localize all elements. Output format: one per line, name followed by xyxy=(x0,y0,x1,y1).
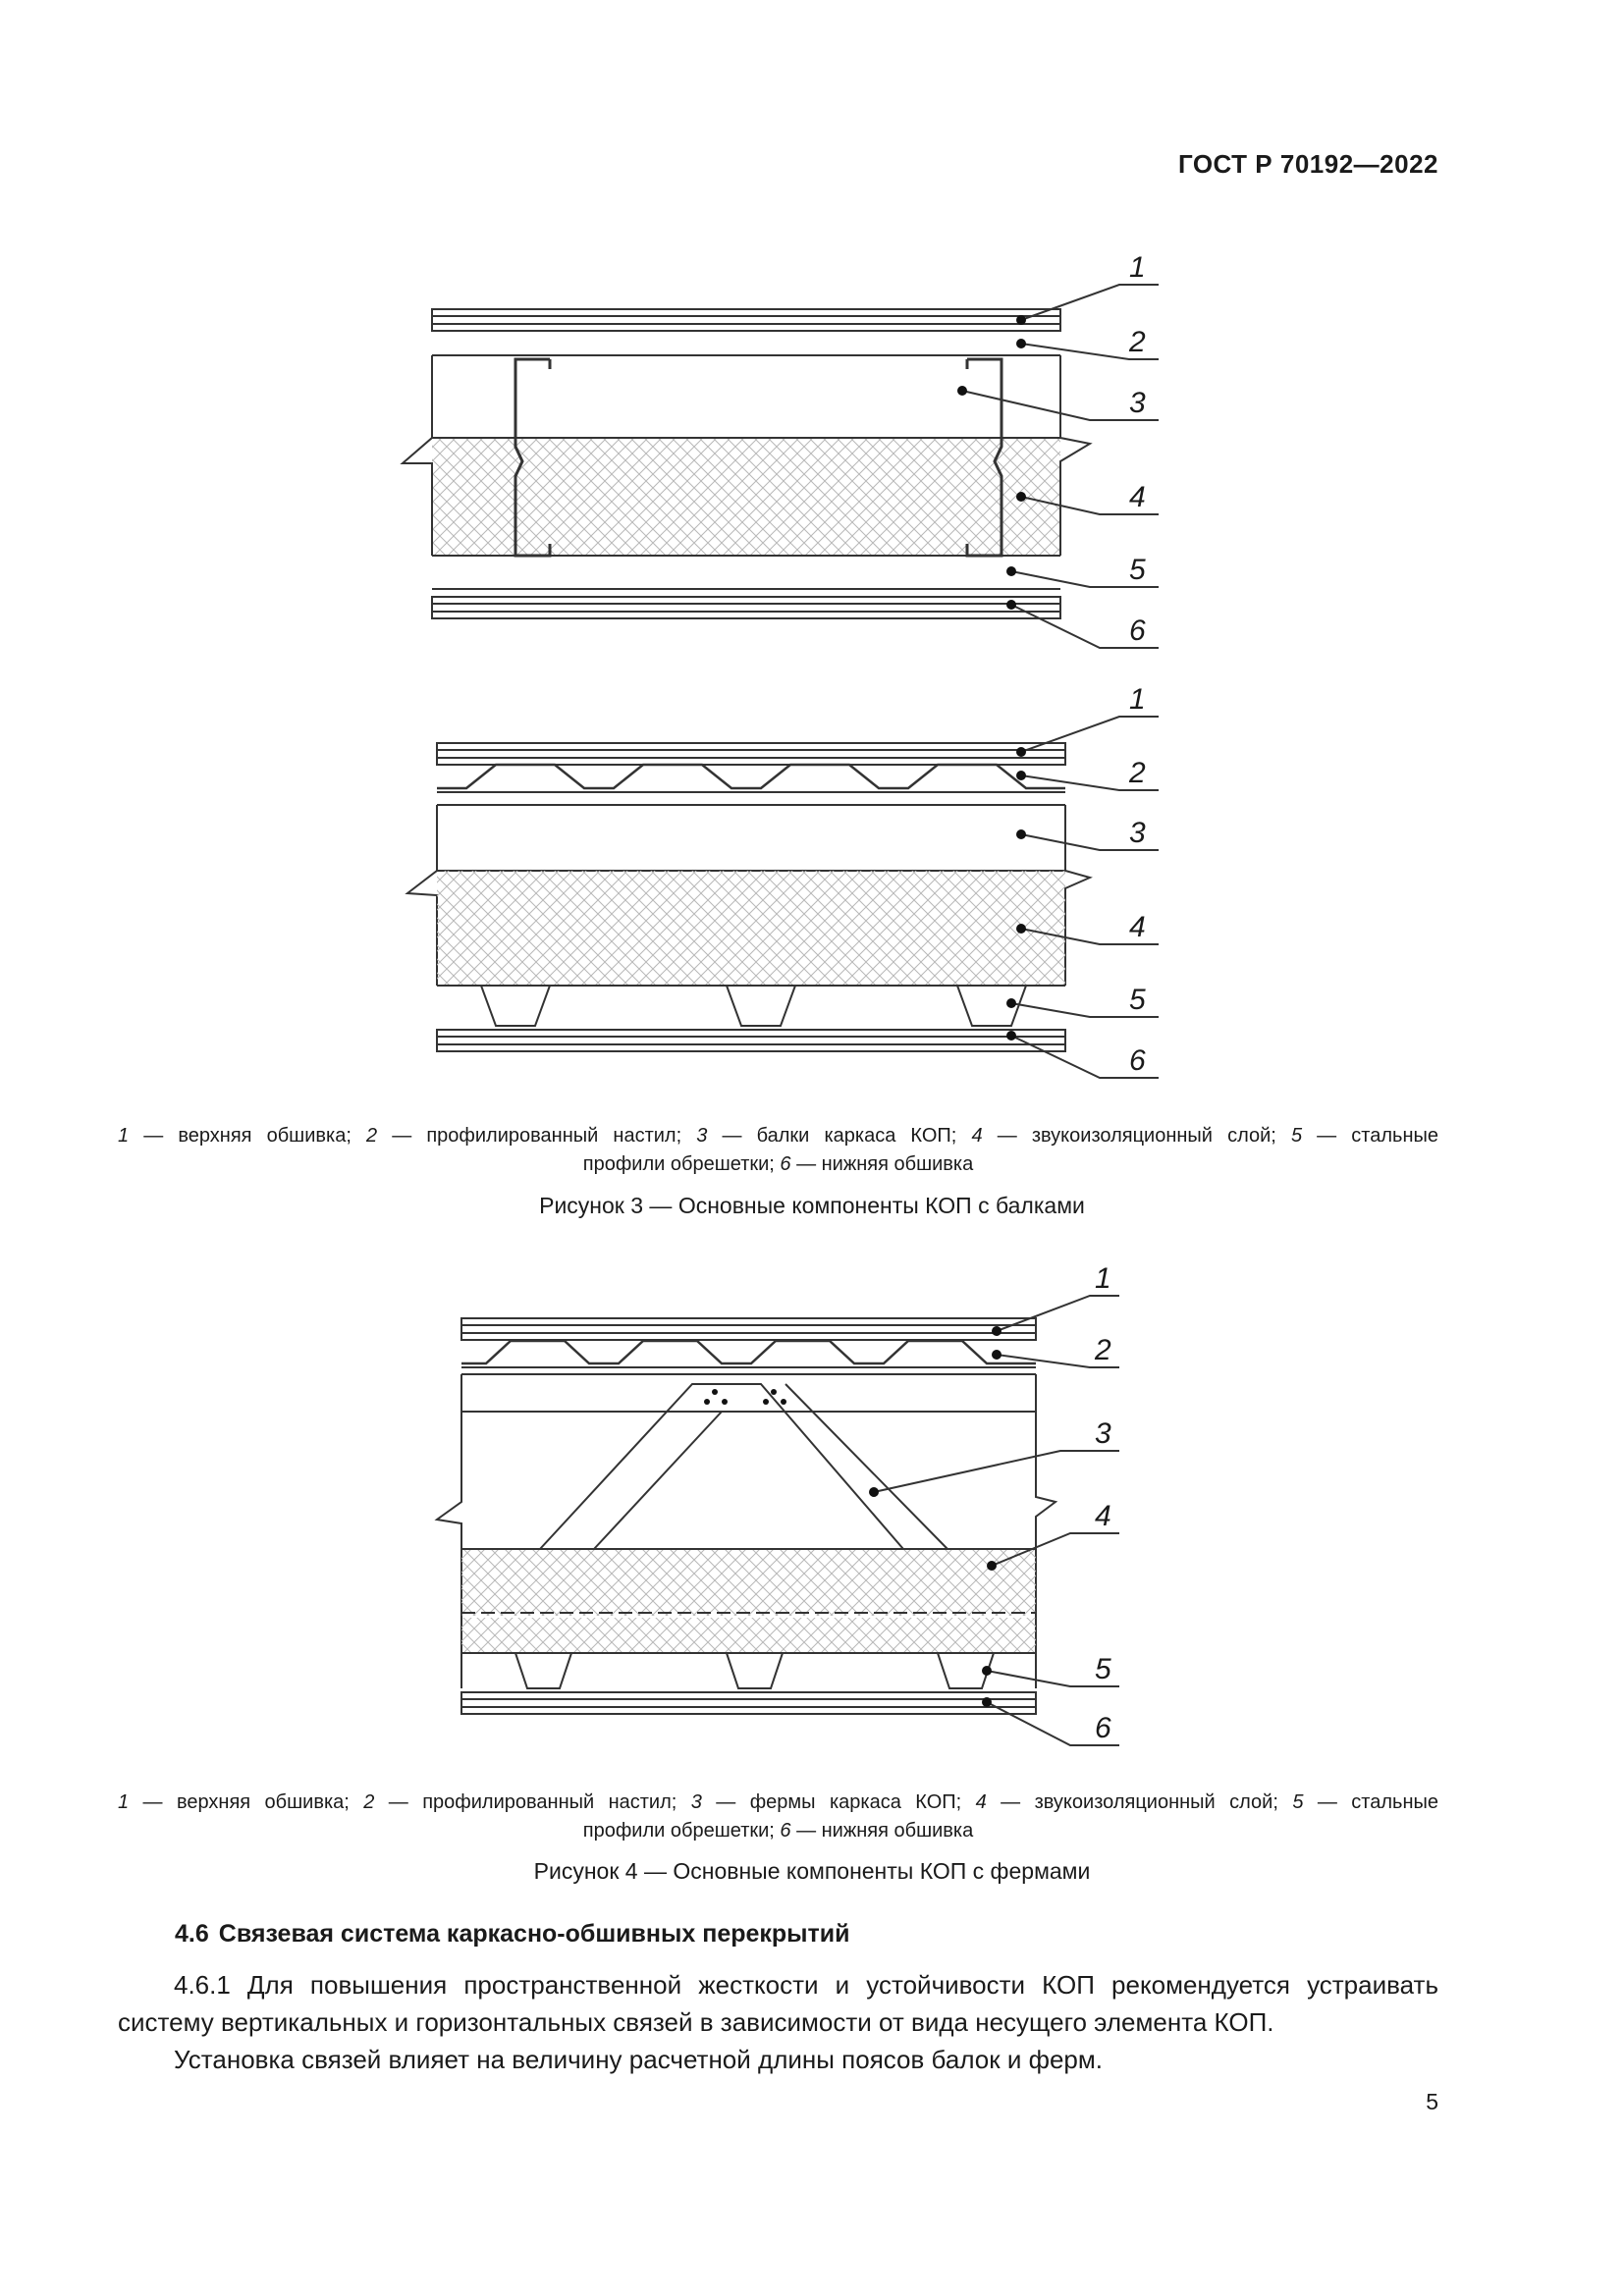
fig3-top-label-5: 5 xyxy=(1129,554,1146,586)
fig4-label-4: 4 xyxy=(1095,1500,1111,1532)
fig3-bottom-label-4: 4 xyxy=(1129,911,1146,943)
fig4-label-1: 1 xyxy=(1095,1262,1111,1295)
figure3-legend: 1 — верхняя обшивка; 2 — профилированный настил; 3 — балки каркаса КОП; 4 — звукоизоляционный слой; 5 — стальные профили обрешетки; 6 — нижняя обшивка xyxy=(118,1125,1438,1175)
section-heading xyxy=(175,1920,860,1949)
fig3-bottom-label-1: 1 xyxy=(1129,683,1146,716)
section-number: 4.6 xyxy=(175,1920,209,1948)
fig3-top-label-3: 3 xyxy=(1129,387,1146,419)
figure4-caption: Рисунок 4 — Основные компоненты КОП с фермами xyxy=(533,1858,1091,1884)
section-title: Связевая система каркасно-обшивных перекрытий xyxy=(218,1920,850,1948)
fig3-top-label-1: 1 xyxy=(1129,251,1146,284)
fig3-top-label-2: 2 xyxy=(1129,326,1146,358)
page-number: 5 xyxy=(1426,2089,1438,2114)
fig4-label-6: 6 xyxy=(1095,1712,1111,1744)
fig3-top-label-4: 4 xyxy=(1129,481,1146,513)
document-header: ГОСТ Р 70192—2022 xyxy=(1177,149,1438,179)
fig4-label-5: 5 xyxy=(1095,1653,1111,1685)
fig3-bottom-label-6: 6 xyxy=(1129,1044,1146,1077)
figure4-legend: 1 — верхняя обшивка; 2 — профилированный настил; 3 — фермы каркаса КОП; 4 — звукоизоляционный слой; 5 — стальные профили обрешетки; 6 — нижняя обшивка xyxy=(118,1791,1438,1842)
fig3-bottom-label-2: 2 xyxy=(1129,757,1146,789)
fig3-bottom-label-5: 5 xyxy=(1129,984,1146,1016)
paragraph: 4.6.1 Для повышения пространственной жесткости и устойчивости КОП рекомендуется устраивать систему вертикальных и горизонтальных связей в зависимости от вида несущего элемента КОП. xyxy=(118,1970,1438,2037)
figure3-caption: Рисунок 3 — Основные компоненты КОП с балками xyxy=(539,1193,1085,1218)
fig4-label-3: 3 xyxy=(1095,1417,1111,1450)
fig3-top-label-6: 6 xyxy=(1129,614,1146,647)
paragraph: Установка связей влияет на величину расчетной длины поясов балок и ферм. xyxy=(174,2045,1103,2074)
fig4-label-2: 2 xyxy=(1095,1334,1111,1366)
fig3-bottom-label-3: 3 xyxy=(1129,817,1146,849)
section-body xyxy=(118,1966,1438,2078)
